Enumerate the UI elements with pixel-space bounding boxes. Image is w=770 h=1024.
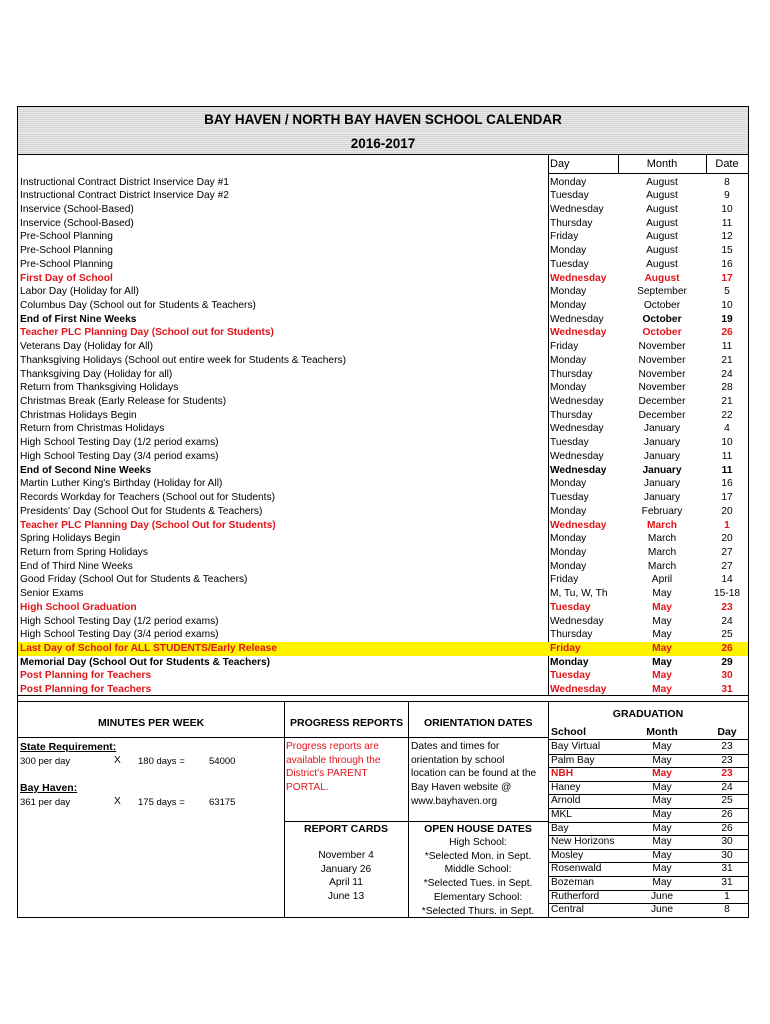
event-name: Veterans Day (Holiday for All) xyxy=(20,341,154,353)
event-day: Wednesday xyxy=(550,272,607,284)
event-name: Teacher PLC Planning Day (School out for Students) xyxy=(20,327,274,339)
event-month: November xyxy=(638,354,686,366)
grad-school: Mosley xyxy=(551,849,584,861)
event-date: 14 xyxy=(721,574,733,586)
event-name: Instructional Contract District Inservice Day #2 xyxy=(20,190,229,202)
event-date: 20 xyxy=(721,533,733,545)
event-day: Tuesday xyxy=(550,670,591,682)
event-row xyxy=(18,354,748,368)
event-row xyxy=(18,409,748,423)
event-day: Monday xyxy=(550,299,587,311)
grad-day: 24 xyxy=(721,781,733,793)
event-month: November xyxy=(638,382,686,394)
event-date: 4 xyxy=(724,423,730,435)
open-house-line: *Selected Thurs. in Sept. xyxy=(421,905,535,917)
open-house-line: *Selected Tues. in Sept. xyxy=(423,878,533,890)
orientation-line: Bay Haven website @ xyxy=(411,782,512,794)
grad-month: May xyxy=(652,795,672,807)
grad-month: May xyxy=(652,822,672,834)
event-month: August xyxy=(646,245,678,257)
event-date: 24 xyxy=(721,368,733,380)
event-date: 29 xyxy=(721,656,733,668)
event-day: Wednesday xyxy=(550,396,604,408)
grad-month: June xyxy=(650,904,674,916)
event-month: May xyxy=(652,684,672,696)
report-card-date: November 4 xyxy=(318,850,374,861)
event-date: 25 xyxy=(721,629,733,641)
event-month: May xyxy=(652,601,672,613)
event-row xyxy=(18,176,748,190)
event-row xyxy=(18,532,748,546)
event-name: Inservice (School-Based) xyxy=(20,217,134,229)
event-date: 11 xyxy=(721,341,733,353)
divider xyxy=(408,737,548,738)
event-name: Instructional Contract District Inservice Day #1 xyxy=(20,176,229,188)
event-month: March xyxy=(647,533,677,545)
event-day: Monday xyxy=(550,560,587,572)
event-month: August xyxy=(646,217,678,229)
event-row xyxy=(18,436,748,450)
grad-row-line xyxy=(548,917,748,918)
grad-school: Palm Bay xyxy=(551,754,595,766)
grad-school: Rosenwald xyxy=(551,863,602,875)
event-row xyxy=(18,669,748,683)
event-row xyxy=(18,615,748,629)
event-month: May xyxy=(652,629,672,641)
divider xyxy=(548,701,549,917)
event-day: Friday xyxy=(550,642,581,654)
event-name: Spring Holidays Begin xyxy=(20,533,121,545)
bay-haven-label: Bay Haven: xyxy=(20,782,78,794)
event-name: High School Testing Day (3/4 period exams) xyxy=(20,450,219,462)
event-row xyxy=(18,340,748,354)
report-card-date: June 13 xyxy=(327,891,365,903)
event-month: November xyxy=(638,368,686,380)
event-date: 10 xyxy=(721,299,733,311)
event-name: Teacher PLC Planning Day (School Out for Students) xyxy=(20,519,276,531)
event-name: Columbus Day (School out for Students & Teachers) xyxy=(20,299,256,311)
event-row xyxy=(18,464,748,478)
event-day: Friday xyxy=(550,574,579,586)
event-name: Post Planning for Teachers xyxy=(20,684,152,696)
event-date: 11 xyxy=(721,217,733,229)
grad-day: 30 xyxy=(721,836,733,848)
event-month: October xyxy=(642,313,682,325)
event-day: Monday xyxy=(550,382,587,394)
grad-day: 8 xyxy=(724,904,730,916)
event-day: Monday xyxy=(550,176,587,188)
event-row xyxy=(18,628,748,642)
column-day-header: Day xyxy=(550,158,570,170)
event-name: Thanksgiving Holidays (School out entire week for Students & Teachers) xyxy=(20,354,346,366)
grad-day: 26 xyxy=(721,822,733,834)
orientation-line: location can be found at the xyxy=(411,768,537,780)
bay-haven-multiply: X xyxy=(114,796,121,807)
event-date: 20 xyxy=(721,505,733,517)
event-day: Wednesday xyxy=(550,327,607,339)
event-day: Monday xyxy=(550,533,587,545)
event-day: Friday xyxy=(550,341,579,353)
event-row xyxy=(18,381,748,395)
event-date: 21 xyxy=(721,354,733,366)
grad-school: MKL xyxy=(551,809,572,820)
event-name: Pre-School Planning xyxy=(20,245,113,257)
event-row xyxy=(18,258,748,272)
progress-line: Progress reports are xyxy=(286,741,379,752)
divider xyxy=(18,701,748,702)
event-name: Post Planning for Teachers xyxy=(20,670,152,682)
event-row xyxy=(18,450,748,464)
grad-school: Arnold xyxy=(551,795,581,807)
event-day: Thursday xyxy=(550,629,593,641)
event-day: Thursday xyxy=(550,409,593,421)
event-date: 27 xyxy=(721,560,733,572)
grad-school: NBH xyxy=(551,768,574,780)
event-day: Tuesday xyxy=(550,601,591,613)
event-row xyxy=(18,326,748,340)
event-row xyxy=(18,230,748,244)
event-month: August xyxy=(646,176,678,188)
event-day: Wednesday xyxy=(550,615,604,627)
progress-line: available through the xyxy=(286,754,381,766)
event-row xyxy=(18,505,748,519)
event-month: August xyxy=(644,272,680,284)
event-month: September xyxy=(637,286,687,298)
event-row xyxy=(18,189,748,203)
event-month: October xyxy=(643,299,681,311)
progress-line: PORTAL. xyxy=(286,782,329,794)
event-date: 24 xyxy=(721,615,733,627)
event-row xyxy=(18,560,748,574)
event-day: Wednesday xyxy=(550,450,604,462)
event-name: Christmas Break (Early Release for Students) xyxy=(20,396,227,408)
grad-month: May xyxy=(652,754,672,766)
event-month: March xyxy=(647,546,677,558)
event-month: August xyxy=(646,231,678,243)
event-day: Monday xyxy=(550,245,587,257)
grad-day: 23 xyxy=(721,741,733,752)
state-rate: 300 per day xyxy=(20,756,71,767)
divider xyxy=(408,821,548,822)
event-day: Tuesday xyxy=(550,190,589,202)
event-day: Wednesday xyxy=(550,313,604,325)
event-day: Friday xyxy=(550,231,579,243)
event-date: 26 xyxy=(721,642,733,654)
event-day: Tuesday xyxy=(550,258,589,270)
event-name: Return from Thanksgiving Holidays xyxy=(20,382,179,394)
open-house-line: Middle School: xyxy=(444,864,512,876)
event-date: 11 xyxy=(721,464,733,476)
event-name: High School Testing Day (1/2 period exams) xyxy=(20,615,219,627)
orientation-line: www.bayhaven.org xyxy=(411,795,498,807)
grad-month: May xyxy=(652,741,672,752)
grad-month: May xyxy=(652,836,672,848)
divider xyxy=(284,737,408,738)
event-month: May xyxy=(652,615,672,627)
event-name: Christmas Holidays Begin xyxy=(20,409,137,421)
event-date: 16 xyxy=(721,258,733,270)
report-cards-heading: REPORT CARDS xyxy=(303,823,388,835)
report-card-date: January 26 xyxy=(320,863,372,875)
bay-haven-days: 175 days = xyxy=(138,797,185,808)
event-date: 27 xyxy=(721,546,733,558)
event-row xyxy=(18,491,748,505)
state-multiply: X xyxy=(114,755,121,766)
event-day: Tuesday xyxy=(550,492,589,504)
grad-school: New Horizons xyxy=(551,836,615,848)
grad-school: Central xyxy=(551,904,584,916)
event-row xyxy=(18,299,748,313)
event-date: 16 xyxy=(721,478,733,490)
grad-day: 23 xyxy=(721,768,733,780)
grad-school: Bozeman xyxy=(551,877,595,888)
event-day: Monday xyxy=(550,656,589,668)
event-row xyxy=(18,477,748,491)
graduation-month-header: Month xyxy=(646,726,678,738)
open-house-heading: OPEN HOUSE DATES xyxy=(424,823,532,835)
event-name: Last Day of School for ALL STUDENTS/Early Release xyxy=(20,642,278,654)
event-date: 15 xyxy=(721,245,733,257)
open-house-line: Elementary School: xyxy=(433,891,523,903)
event-month: January xyxy=(643,450,681,462)
orientation-line: Dates and times for xyxy=(411,741,500,752)
event-day: Wednesday xyxy=(550,203,604,215)
event-name: High School Testing Day (1/2 period exams) xyxy=(20,437,219,449)
event-name: Pre-School Planning xyxy=(20,258,113,270)
event-day: Wednesday xyxy=(550,464,607,476)
event-row xyxy=(18,285,748,299)
event-month: December xyxy=(638,409,686,421)
progress-heading: PROGRESS REPORTS xyxy=(290,717,404,729)
event-month: January xyxy=(643,437,681,449)
event-date: 30 xyxy=(721,670,733,682)
event-name: Labor Day (Holiday for All) xyxy=(20,286,139,298)
event-row xyxy=(18,217,748,231)
divider xyxy=(18,737,284,738)
event-day: Monday xyxy=(550,505,587,517)
event-month: April xyxy=(651,574,673,586)
event-row xyxy=(18,203,748,217)
grad-month: June xyxy=(650,890,674,902)
state-days: 180 days = xyxy=(138,756,185,767)
event-month: March xyxy=(647,560,677,572)
divider xyxy=(18,695,748,696)
open-house-line: High School: xyxy=(449,837,507,848)
event-date: 1 xyxy=(724,519,730,531)
column-month-header: Month xyxy=(646,158,678,170)
event-row xyxy=(18,601,748,615)
event-name: Presidents' Day (School Out for Students & Teachers) xyxy=(20,505,263,517)
column-date-header: Date xyxy=(715,158,739,170)
calendar-sheet xyxy=(17,106,749,918)
grad-month: May xyxy=(652,849,672,861)
grad-school: Rutherford xyxy=(551,890,600,902)
event-name: High School Graduation xyxy=(20,601,137,613)
grad-day: 1 xyxy=(724,890,730,902)
event-month: March xyxy=(646,519,677,531)
event-date: 9 xyxy=(724,190,730,202)
event-month: May xyxy=(652,588,672,600)
event-month: December xyxy=(638,396,686,408)
event-date: 26 xyxy=(721,327,733,339)
grad-day: 30 xyxy=(721,849,733,861)
event-month: January xyxy=(643,478,681,490)
progress-line: District's PARENT xyxy=(286,768,368,780)
divider xyxy=(548,173,748,174)
grad-day: 25 xyxy=(721,795,733,807)
event-month: January xyxy=(642,464,682,476)
grad-school: Bay Virtual xyxy=(551,741,601,752)
grad-day: 26 xyxy=(721,809,733,820)
state-total: 54000 xyxy=(209,756,236,767)
grad-day: 23 xyxy=(721,754,733,766)
event-date: 28 xyxy=(721,382,733,394)
orientation-heading: ORIENTATION DATES xyxy=(424,717,533,729)
event-row xyxy=(18,656,748,670)
event-row xyxy=(18,272,748,286)
event-day: Wednesday xyxy=(550,519,607,531)
event-name: Good Friday (School Out for Students & Teachers) xyxy=(20,574,248,586)
event-date: 12 xyxy=(721,231,733,243)
event-date: 5 xyxy=(724,286,730,298)
event-name: Martin Luther King's Birthday (Holiday for All) xyxy=(20,478,223,490)
grad-school: Bay xyxy=(551,822,569,834)
event-row xyxy=(18,244,748,258)
event-date: 8 xyxy=(724,176,730,188)
grad-month: May xyxy=(652,781,672,793)
calendar-year: 2016-2017 xyxy=(18,133,748,154)
grad-school: Haney xyxy=(551,781,581,793)
event-month: May xyxy=(652,670,672,682)
bay-haven-total: 63175 xyxy=(209,797,236,808)
event-row xyxy=(18,395,748,409)
divider xyxy=(284,821,408,822)
event-name: Inservice (School-Based) xyxy=(20,203,134,215)
event-month: October xyxy=(642,327,682,339)
event-month: February xyxy=(641,505,683,517)
report-card-date: April 11 xyxy=(329,877,363,889)
event-date: 15-18 xyxy=(713,588,741,600)
event-date: 10 xyxy=(721,437,733,449)
event-name: End of Second Nine Weeks xyxy=(20,464,152,476)
event-date: 17 xyxy=(721,272,733,284)
event-date: 22 xyxy=(721,409,733,421)
event-day: Monday xyxy=(550,354,587,366)
event-day: Tuesday xyxy=(550,437,589,449)
open-house-line: *Selected Mon. in Sept. xyxy=(424,850,532,862)
event-row xyxy=(18,313,748,327)
graduation-school-header: School xyxy=(551,726,587,738)
event-row xyxy=(18,546,748,560)
event-name: First Day of School xyxy=(20,272,113,284)
grad-month: May xyxy=(652,809,672,820)
event-row xyxy=(18,368,748,382)
event-row xyxy=(18,422,748,436)
event-row xyxy=(18,587,748,601)
event-row xyxy=(18,642,748,656)
event-month: January xyxy=(643,423,681,435)
event-name: End of First Nine Weeks xyxy=(20,313,137,325)
event-date: 31 xyxy=(721,684,733,696)
event-date: 11 xyxy=(721,450,733,462)
bay-haven-rate: 361 per day xyxy=(20,797,71,808)
event-name: Pre-School Planning xyxy=(20,231,113,243)
event-day: Monday xyxy=(550,478,587,490)
event-date: 17 xyxy=(721,492,733,504)
state-requirement-label: State Requirement: xyxy=(20,741,117,753)
event-date: 10 xyxy=(721,203,733,215)
graduation-heading: GRADUATION xyxy=(612,708,684,720)
grad-month: May xyxy=(652,877,672,888)
divider xyxy=(706,154,707,174)
calendar-title: BAY HAVEN / NORTH BAY HAVEN SCHOOL CALENDAR xyxy=(18,107,748,133)
event-name: Thanksgiving Day (Holiday for all) xyxy=(20,368,173,380)
event-day: Wednesday xyxy=(550,684,607,696)
event-date: 21 xyxy=(721,396,733,408)
grad-day: 31 xyxy=(721,863,733,875)
event-month: August xyxy=(646,258,678,270)
event-month: May xyxy=(652,656,672,668)
grad-day: 31 xyxy=(721,877,733,888)
divider xyxy=(618,154,619,174)
minutes-heading: MINUTES PER WEEK xyxy=(98,717,205,729)
event-name: Memorial Day (School Out for Students & Teachers) xyxy=(20,656,271,668)
grad-month: May xyxy=(652,863,672,875)
event-day: Thursday xyxy=(550,217,593,229)
event-day: Thursday xyxy=(550,368,593,380)
event-month: May xyxy=(652,642,672,654)
event-name: Senior Exams xyxy=(20,588,84,600)
event-name: End of Third Nine Weeks xyxy=(20,560,133,572)
event-month: January xyxy=(643,492,681,504)
orientation-line: orientation by school xyxy=(411,754,505,766)
event-month: August xyxy=(646,190,678,202)
event-day: Wednesday xyxy=(550,423,604,435)
event-day: Monday xyxy=(550,286,587,298)
event-row xyxy=(18,573,748,587)
event-name: Return from Christmas Holidays xyxy=(20,423,165,435)
event-day: M, Tu, W, Th xyxy=(550,588,608,600)
event-date: 19 xyxy=(721,313,733,325)
event-name: Records Workday for Teachers (School out for Students) xyxy=(20,492,275,504)
grad-month: May xyxy=(652,768,672,780)
event-name: Return from Spring Holidays xyxy=(20,546,148,558)
event-row xyxy=(18,519,748,533)
event-month: August xyxy=(646,203,678,215)
event-day: Monday xyxy=(550,546,587,558)
graduation-day-header: Day xyxy=(717,726,737,738)
event-name: High School Testing Day (3/4 period exams) xyxy=(20,629,219,641)
event-month: November xyxy=(638,341,686,353)
event-date: 23 xyxy=(721,601,733,613)
